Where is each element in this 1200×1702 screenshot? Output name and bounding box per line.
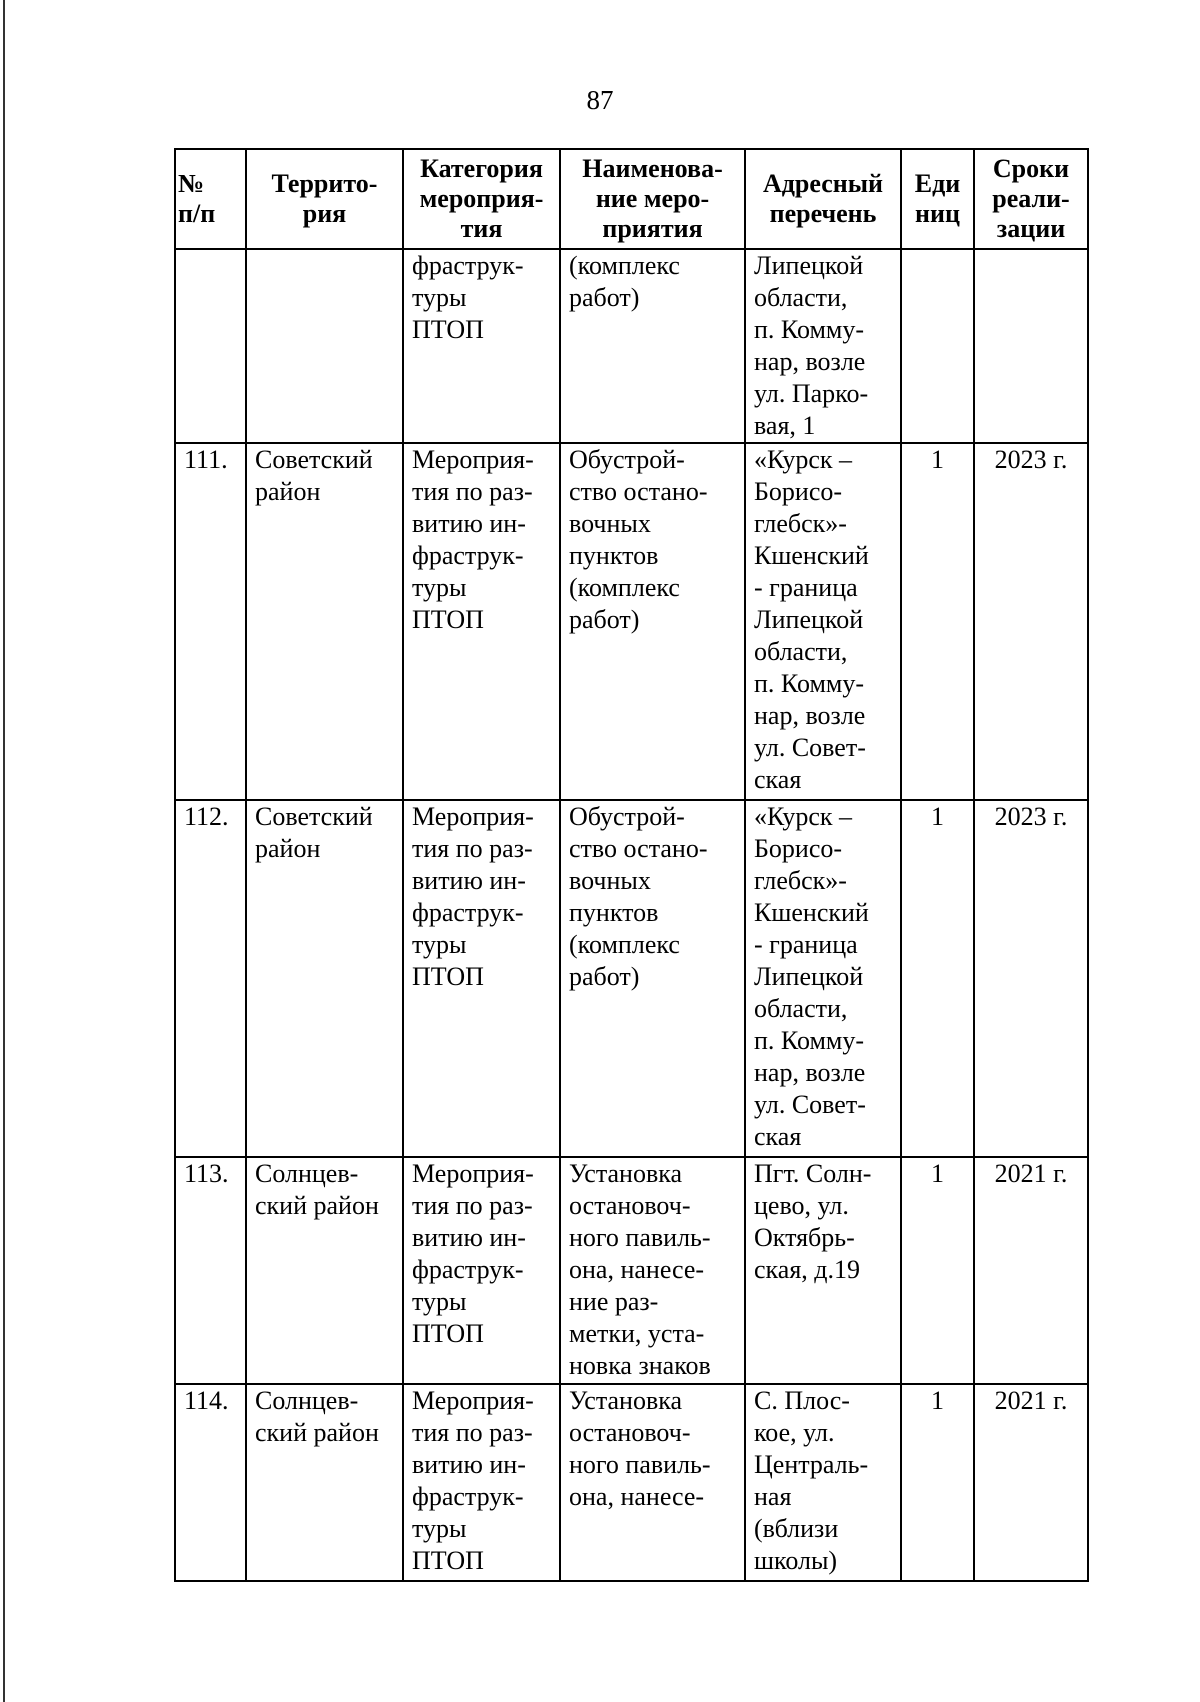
header-implementation-term: Сроки реали- зации xyxy=(974,149,1088,249)
cell-number: 111. xyxy=(175,443,246,800)
table-row xyxy=(175,443,1088,800)
cell-territory: Советский район xyxy=(246,800,403,1157)
measures-table xyxy=(174,148,1089,1582)
header-territory: Террито- рия xyxy=(246,149,403,249)
cell-measure-name: Обустрой- ство остано- вочных пунктов (комплекс работ) xyxy=(560,800,745,1157)
page-number: 87 xyxy=(586,85,614,115)
cell-term: 2023 г. xyxy=(974,443,1088,800)
cell-category: Мероприя- тия по раз- витию ин- фраструк- туры ПТОП xyxy=(403,1384,560,1581)
page-edge-line xyxy=(3,0,5,1702)
cell-measure-name: Обустрой- ство остано- вочных пунктов (комплекс работ) xyxy=(560,443,745,800)
cell-address: «Курск – Борисо- глебск»- Кшенский - граница Липецкой области, п. Комму- нар, возле ул. Совет- ская xyxy=(745,443,901,800)
cell-number: 113. xyxy=(175,1157,246,1384)
table-row xyxy=(175,1384,1088,1581)
cell-term: 2021 г. xyxy=(974,1157,1088,1384)
cell-measure-name: Установка остановоч- ного павиль- она, нанесе- ние раз- метки, уста- новка знаков xyxy=(560,1157,745,1384)
cell-territory xyxy=(246,249,403,443)
header-category: Категория мероприя- тия xyxy=(403,149,560,249)
cell-address: Липецкой области, п. Комму- нар, возле ул. Парко- вая, 1 xyxy=(745,249,901,443)
cell-territory: Солнцев- ский район xyxy=(246,1384,403,1581)
cell-units: 1 xyxy=(901,443,974,800)
cell-units: 1 xyxy=(901,1157,974,1384)
cell-number: 114. xyxy=(175,1384,246,1581)
header-number: № п/п xyxy=(175,149,246,249)
cell-category: Мероприя- тия по раз- витию ин- фраструк- туры ПТОП xyxy=(403,443,560,800)
table-row xyxy=(175,249,1088,443)
cell-measure-name: Установка остановоч- ного павиль- она, нанесе- xyxy=(560,1384,745,1581)
cell-measure-name: (комплекс работ) xyxy=(560,249,745,443)
header-units: Еди ниц xyxy=(901,149,974,249)
cell-address: «Курск – Борисо- глебск»- Кшенский - граница Липецкой области, п. Комму- нар, возле ул. Совет- ская xyxy=(745,800,901,1157)
cell-term xyxy=(974,249,1088,443)
table-row xyxy=(175,800,1088,1157)
cell-units: 1 xyxy=(901,1384,974,1581)
cell-category: фраструк- туры ПТОП xyxy=(403,249,560,443)
cell-units: 1 xyxy=(901,800,974,1157)
cell-territory: Солнцев- ский район xyxy=(246,1157,403,1384)
cell-territory: Советский район xyxy=(246,443,403,800)
header-address-list: Адресный перечень xyxy=(745,149,901,249)
cell-category: Мероприя- тия по раз- витию ин- фраструк- туры ПТОП xyxy=(403,1157,560,1384)
cell-address: С. Плос- кое, ул. Централь- ная (вблизи школы) xyxy=(745,1384,901,1581)
table-row xyxy=(175,1157,1088,1384)
header-measure-name: Наименова- ние меро- приятия xyxy=(560,149,745,249)
cell-number: 112. xyxy=(175,800,246,1157)
cell-units xyxy=(901,249,974,443)
cell-category: Мероприя- тия по раз- витию ин- фраструк- туры ПТОП xyxy=(403,800,560,1157)
cell-address: Пгт. Солн- цево, ул. Октябрь- ская, д.19 xyxy=(745,1157,901,1384)
cell-term: 2021 г. xyxy=(974,1384,1088,1581)
table-header-row xyxy=(175,149,1088,249)
cell-term: 2023 г. xyxy=(974,800,1088,1157)
cell-number xyxy=(175,249,246,443)
